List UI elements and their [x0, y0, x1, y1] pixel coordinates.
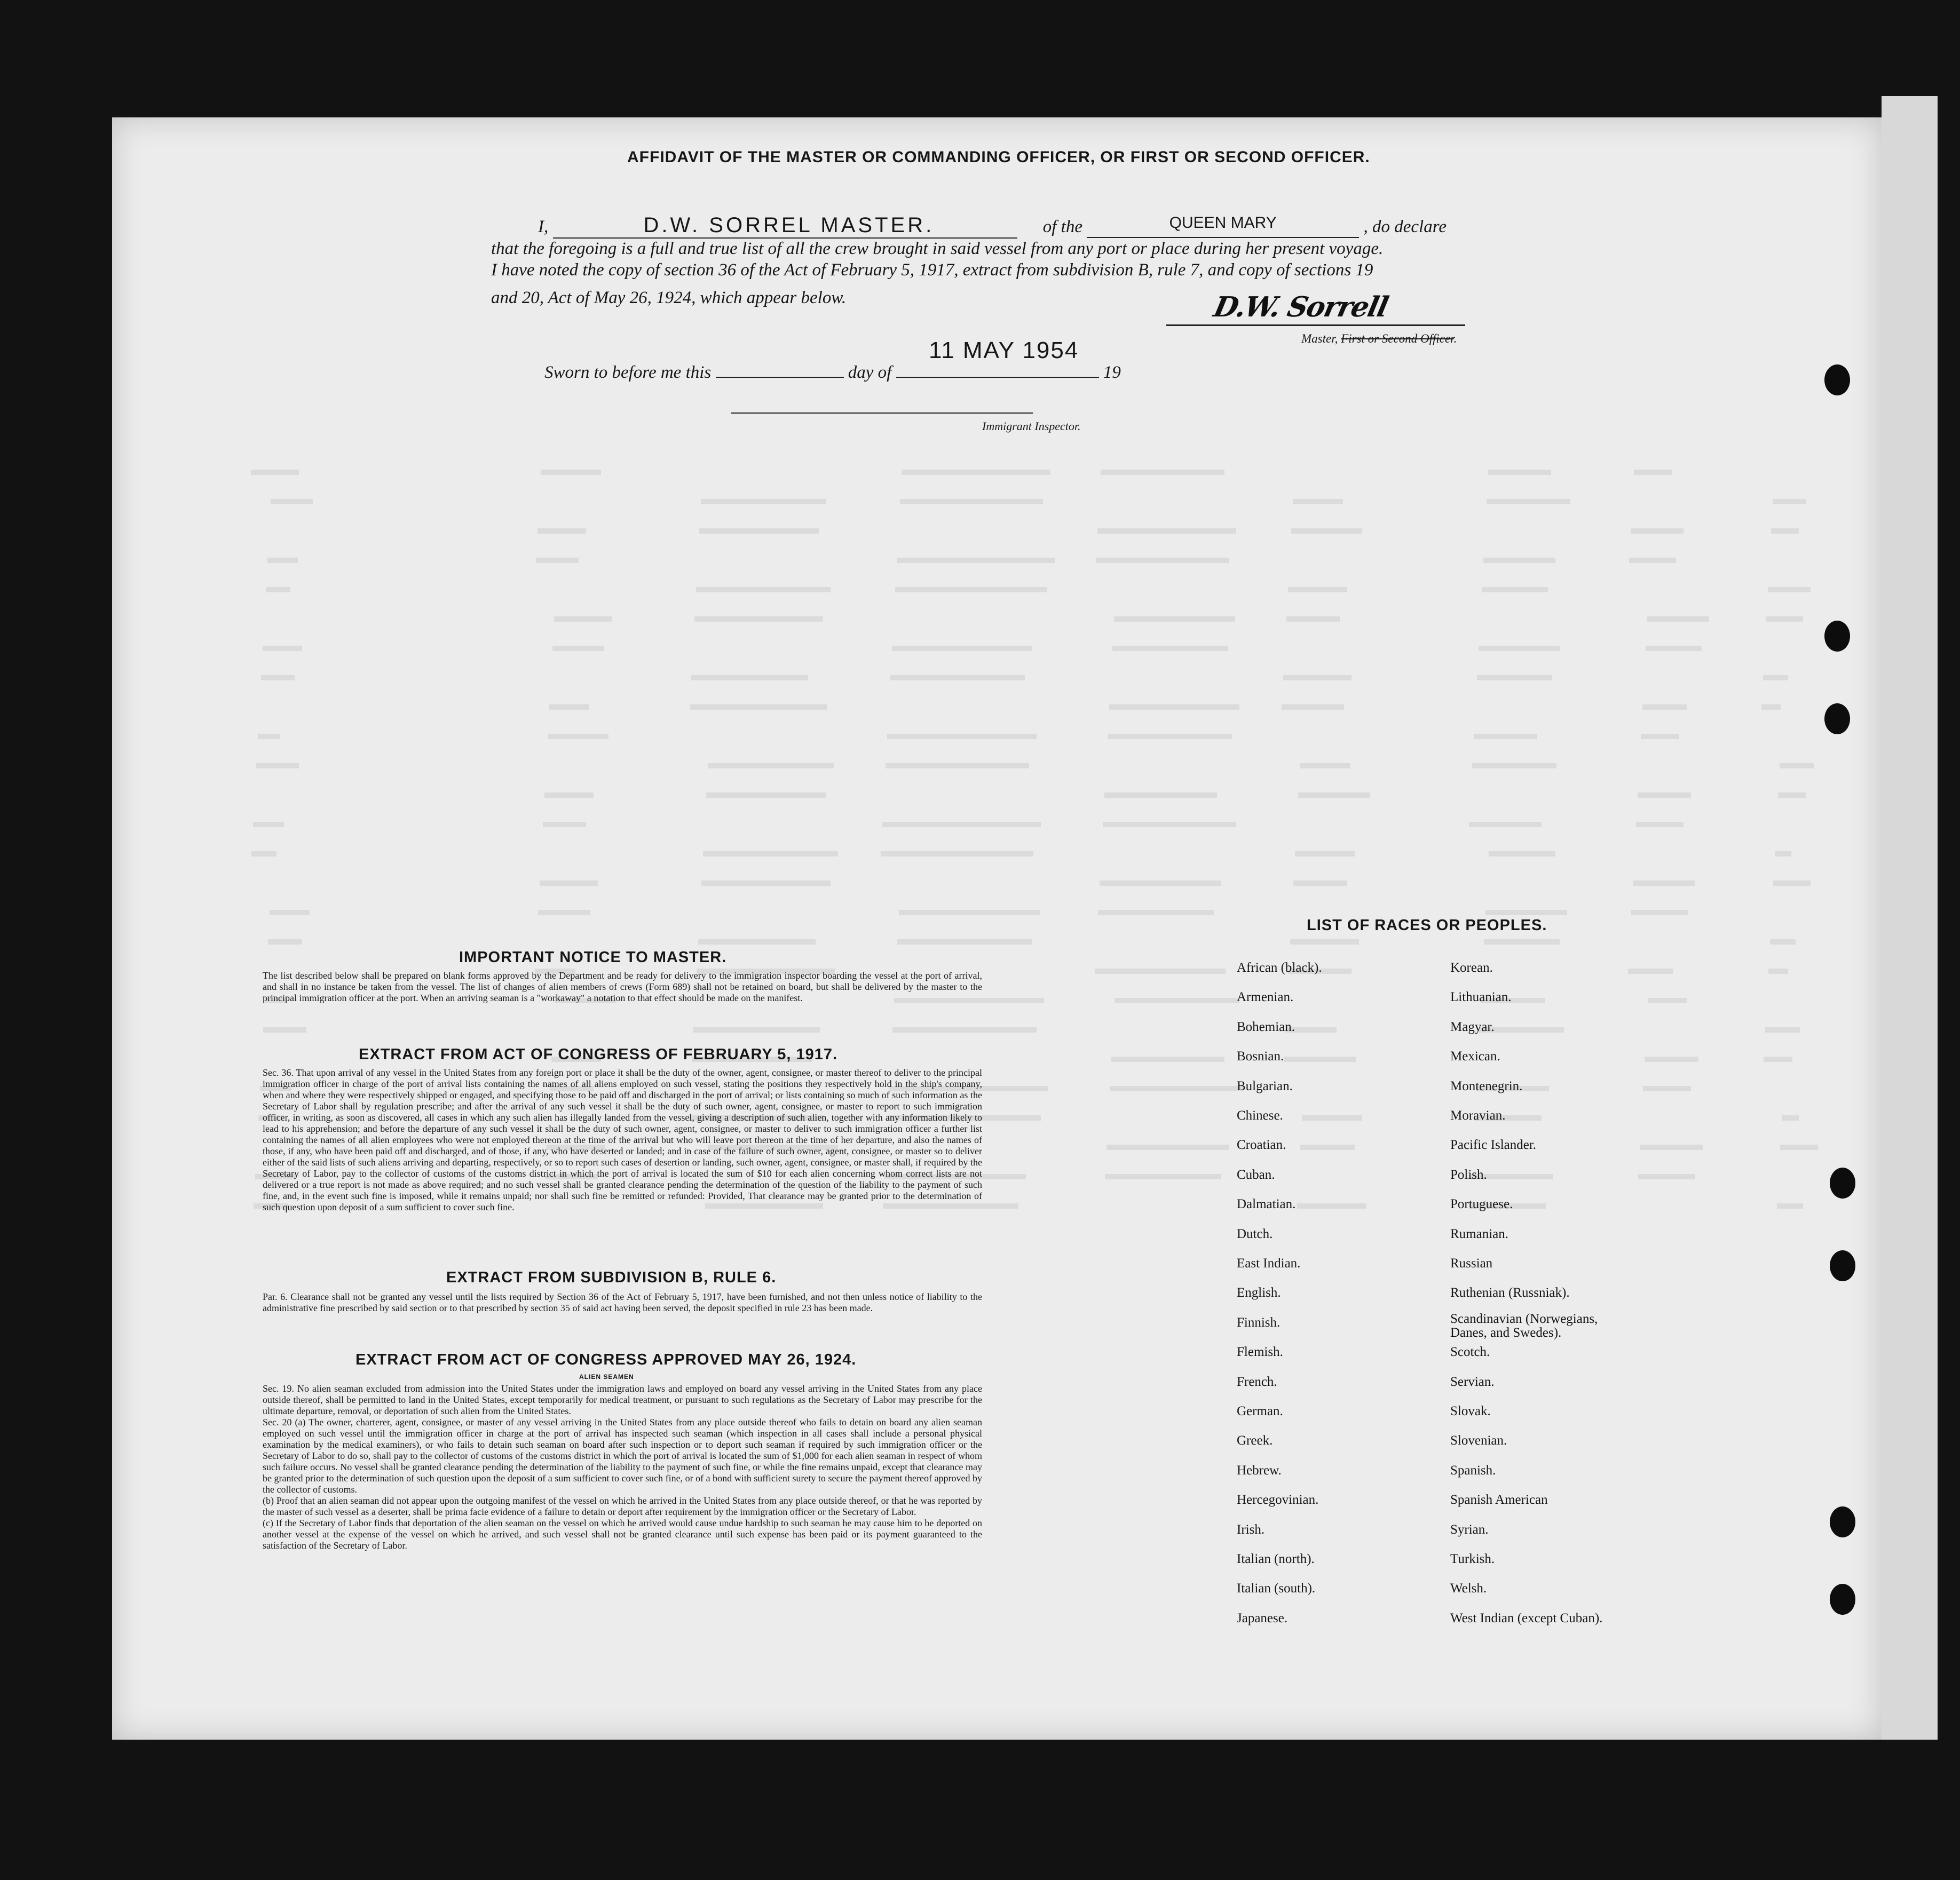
bleed-mark: [698, 939, 816, 945]
bleed-mark: [1631, 910, 1688, 915]
i-label: I,: [538, 217, 549, 236]
officer-name-field: [553, 213, 1017, 239]
bleed-mark: [251, 470, 299, 475]
bleed-mark: [1474, 734, 1537, 739]
bleed-mark: [1110, 1086, 1244, 1091]
bleed-mark: [1489, 851, 1555, 856]
signature-line: [1166, 324, 1465, 326]
punch-hole: [1830, 1168, 1855, 1199]
bleed-mark: [1111, 1057, 1224, 1062]
bleed-mark: [1293, 880, 1347, 886]
bleed-mark: [1485, 910, 1567, 915]
bleed-mark: [703, 851, 838, 856]
bleed-mark: [693, 1027, 820, 1033]
race-item: Flemish.: [1237, 1345, 1283, 1360]
role-period: .: [1453, 332, 1457, 345]
punch-hole: [1830, 1584, 1855, 1615]
race-item: Hebrew.: [1237, 1463, 1282, 1478]
bleed-mark: [1100, 880, 1221, 886]
race-item: Spanish.: [1450, 1463, 1496, 1478]
bleed-mark: [541, 470, 601, 475]
race-item: East Indian.: [1237, 1256, 1301, 1271]
notice-title: IMPORTANT NOTICE TO MASTER.: [459, 949, 727, 966]
race-item: Greek.: [1237, 1433, 1273, 1448]
adjacent-page-edge: [1882, 96, 1938, 1740]
bleed-mark: [1780, 1145, 1818, 1150]
bleed-mark: [706, 792, 826, 798]
bleed-mark: [690, 704, 827, 710]
race-item: Polish.: [1450, 1167, 1487, 1182]
bleed-mark: [267, 558, 298, 563]
bleed-mark: [1105, 1174, 1221, 1179]
bleed-mark: [1764, 1057, 1792, 1062]
bleed-mark: [1295, 851, 1355, 856]
race-item: Armenian.: [1237, 990, 1294, 1005]
race-item: Ruthenian (Russniak).: [1450, 1286, 1570, 1300]
vessel-field: [1087, 214, 1359, 238]
bleed-mark: [900, 499, 1043, 504]
bleed-mark: [1098, 910, 1214, 915]
bleed-mark: [1487, 499, 1570, 504]
bleed-mark: [543, 822, 586, 827]
punch-hole: [1824, 703, 1850, 734]
bleed-mark: [694, 616, 823, 622]
sworn-label: Sworn to before me this: [544, 363, 712, 382]
bleed-mark: [1768, 587, 1811, 592]
races-column-1: [1237, 961, 1413, 1644]
affidavit-line-2: that the foregoing is a full and true list of all the crew brought in said vessel from any port or place during her present voyage.: [491, 239, 1384, 258]
race-item: Pacific Islander.: [1450, 1138, 1537, 1153]
rule6-title: EXTRACT FROM SUBDIVISION B, RULE 6.: [446, 1269, 777, 1286]
rule6-body: Par. 6. Clearance shall not be granted any vessel until the lists required by Section 36 of the Act of February 5, 1917, have been furnished, and not then unless notice of liability to the administrative fine prescribed by said section or to that prescribed by section 35 of said act having been served, the deposit specified in rule 23 has been made.: [263, 1291, 982, 1313]
bleed-mark: [1115, 998, 1239, 1003]
bleed-mark: [1780, 763, 1814, 768]
bleed-mark: [538, 528, 586, 534]
bleed-mark: [1771, 528, 1799, 534]
race-item: Hercegovinian.: [1237, 1493, 1319, 1508]
bleed-mark: [544, 792, 594, 798]
bleed-mark: [1482, 587, 1548, 592]
bleed-mark: [1631, 528, 1684, 534]
sworn-month-field: [896, 377, 1099, 378]
bleed-mark: [1290, 939, 1359, 945]
bleed-mark: [1488, 470, 1551, 475]
do-declare-label: , do declare: [1363, 217, 1447, 236]
bleed-mark: [1778, 792, 1806, 798]
bleed-mark: [895, 587, 1047, 592]
punch-hole: [1830, 1250, 1855, 1281]
bleed-mark: [1095, 969, 1226, 974]
bleed-mark: [1765, 1027, 1800, 1033]
bleed-mark: [263, 1027, 306, 1033]
bleed-mark: [1633, 880, 1695, 886]
bleed-mark: [1108, 734, 1232, 739]
bleed-mark: [699, 528, 819, 534]
race-item: Slovak.: [1450, 1404, 1491, 1418]
race-item: Korean.: [1450, 961, 1493, 975]
bleed-mark: [1642, 704, 1687, 710]
race-item: Irish.: [1237, 1522, 1265, 1537]
race-item: Scotch.: [1450, 1345, 1490, 1360]
bleed-mark: [1298, 792, 1370, 798]
race-item: Japanese.: [1237, 1611, 1288, 1625]
race-item: Bosnian.: [1237, 1049, 1284, 1064]
affidavit-line-1: [538, 213, 1447, 239]
extract-1917-body: Sec. 36. That upon arrival of any vessel in the United States from any foreign port or place it shall be the duty of the owner, agent, consignee, or master thereof to deliver to the principal immigration officer in charge of the port of arrival lists containing the names of all aliens employed on such vessel, stating the positions they respectively hold in the ship's company, when and where they were respectively shipped or engaged, and specifying those to be paid off and discharged in the port of arrival; or lists containing so much of such information as the Secretary of Labor shall by regulation prescribe; and after the arrival of any such vessel it shall be the duty of such owner, agent, consignee, or master to report to such immigration officer, in writing, as soon as discovered, all cases in which any such alien has illegally landed from the vessel, giving a description of such alien, together with any information likely to lead to his apprehension; and before the departure of any such vessel it shall be the duty of such owner, agent, consignee, or master to deliver to such immigration officer a further list containing the names of all alien employees who were not employed thereon at the time of the arrival but who will leave port thereon at the time of her departure, and also the names of those, if any, who have been paid off and discharged, and of those, if any, who have deserted or landed; and in case of the failure of such owner, agent, consignee, or master so to deliver either of the said lists of such aliens arriving and departing, respectively, or so to report such cases of desertion or landing, such owner, agent, consignee, or master shall, if required by the Secretary of Labor, pay to the collector of customs of the customs district in which the port of arrival is located the sum of $10 for each alien concerning whom correct lists are not delivered or a true report is not made as above required; and no such vessel shall be granted clearance pending the determination of the question of the liability to the payment of such fine, and, in the event such fine is imposed, while it remains unpaid; nor shall such fine be remitted or refunded: Provided, That clearance may be granted prior to the determination of such question upon deposit of a sum sufficient to cover such fine.: [263, 1067, 982, 1212]
bleed-mark: [1101, 470, 1224, 475]
bleed-mark: [1472, 763, 1556, 768]
affidavit-title: AFFIDAVIT OF THE MASTER OR COMMANDING OFFICER, OR FIRST OR SECOND OFFICER.: [627, 148, 1370, 166]
inspector-label: Immigrant Inspector.: [982, 419, 1081, 433]
race-item: Italian (north).: [1237, 1552, 1315, 1566]
punch-hole: [1824, 364, 1850, 395]
punch-hole: [1830, 1506, 1855, 1537]
bleed-mark: [1766, 616, 1803, 622]
bleed-mark: [256, 763, 299, 768]
race-item: Portuguese.: [1450, 1197, 1513, 1212]
bleed-mark: [266, 587, 290, 592]
races-column-2: [1450, 961, 1653, 1644]
extract-1917-title: EXTRACT FROM ACT OF CONGRESS OF FEBRUARY 5, 1917.: [359, 1046, 838, 1063]
bleed-mark: [892, 1027, 1037, 1033]
bleed-mark: [1293, 499, 1343, 504]
race-item: French.: [1237, 1374, 1277, 1389]
bleed-mark: [1286, 616, 1340, 622]
bleed-mark: [1634, 470, 1672, 475]
punch-hole: [1824, 621, 1850, 652]
bleed-mark: [1291, 528, 1362, 534]
race-item: Chinese.: [1237, 1108, 1283, 1123]
bleed-mark: [1484, 939, 1560, 945]
master-label: Master,: [1301, 332, 1338, 345]
race-item: Magyar.: [1450, 1019, 1495, 1034]
bleed-mark: [536, 558, 579, 563]
bleed-mark: [1641, 734, 1679, 739]
bleed-mark: [1103, 822, 1236, 827]
bleed-mark: [886, 763, 1029, 768]
bleed-mark: [1638, 792, 1691, 798]
bleed-mark: [263, 646, 302, 651]
bleed-mark: [1483, 558, 1555, 563]
bleed-mark: [251, 851, 276, 856]
affidavit-line-3: I have noted the copy of section 36 of the Act of February 5, 1917, extract from subdivision B, rule 7, and copy of sections 19: [491, 260, 1373, 280]
bleed-mark: [552, 646, 604, 651]
section-20b: (b) Proof that an alien seaman did not appear upon the outgoing manifest of the vessel on which he arrived in the United States from any place outside thereof, or that he was reported by the master of such vessel as a deserter, shall be prima facie evidence of a failure to detain or deport after requirement by the immigration officer or the Secretary of Labor.: [263, 1495, 982, 1517]
race-item: Finnish.: [1237, 1315, 1281, 1330]
vessel-name: QUEEN MARY: [1169, 214, 1277, 232]
section-19: Sec. 19. No alien seaman excluded from admission into the United States under the immigration laws and employed on board any vessel arriving in the United States from any place outside thereof, shall be permitted to land in the United States, except temporarily for medical treatment, or pursuant to such regulations as the Secretary of Labor may prescribe for the ultimate departure, removal, or deportation of such alien from the United States.: [263, 1383, 982, 1416]
bleed-mark: [902, 470, 1050, 475]
sworn-day-field: [716, 377, 844, 378]
race-item: Lithuanian.: [1450, 990, 1512, 1005]
race-item: Montenegrin.: [1450, 1078, 1523, 1093]
race-item: English.: [1237, 1286, 1281, 1300]
section-20c: (c) If the Secretary of Labor finds that deportation of the alien seaman on the vessel on which he arrived would cause undue hardship to such seaman he may cause him to be deported on another vessel at the expense of the vessel on which he arrived, and such vessel shall not be granted clearance until such expense has been paid or its payment guaranteed to the satisfaction of the Secretary of Labor.: [263, 1518, 982, 1551]
bleed-mark: [253, 822, 284, 827]
bleed-mark: [882, 822, 1041, 827]
affidavit-line-4: and 20, Act of May 26, 1924, which appear below.: [491, 288, 847, 307]
date-stamp: 11 MAY 1954: [929, 337, 1079, 363]
bleed-mark: [1283, 675, 1352, 680]
bleed-mark: [540, 880, 598, 886]
bleed-mark: [1479, 646, 1560, 651]
bleed-mark: [1646, 646, 1702, 651]
bleed-mark: [1469, 822, 1542, 827]
bleed-mark: [1761, 704, 1781, 710]
race-item: Turkish.: [1450, 1552, 1495, 1566]
extract-1924-body: [263, 1383, 982, 1551]
bleed-mark: [554, 616, 612, 622]
bleed-mark: [538, 910, 590, 915]
bleed-mark: [701, 499, 826, 504]
bleed-mark: [881, 851, 1033, 856]
bleed-mark: [1773, 499, 1806, 504]
bleed-mark: [1648, 998, 1687, 1003]
bleed-mark: [1109, 704, 1239, 710]
bleed-mark: [899, 910, 1040, 915]
race-item: Cuban.: [1237, 1167, 1275, 1182]
race-item: Scandinavian (Norwegians, Danes, and Swedes).: [1450, 1311, 1598, 1340]
bleed-mark: [261, 675, 295, 680]
race-item: Bulgarian.: [1237, 1078, 1293, 1093]
bleed-mark: [1300, 763, 1350, 768]
bleed-mark: [1636, 822, 1684, 827]
of-the-label: of the: [1042, 217, 1082, 236]
day-of-label: day of: [848, 363, 892, 382]
bleed-mark: [1282, 704, 1344, 710]
bleed-mark: [1288, 587, 1347, 592]
race-item: Syrian.: [1450, 1522, 1489, 1537]
bleed-mark: [1768, 969, 1788, 974]
race-item: Croatian.: [1237, 1138, 1286, 1153]
bleed-mark: [258, 734, 280, 739]
bleed-mark: [696, 587, 831, 592]
race-item: Slovenian.: [1450, 1433, 1507, 1448]
officer-name-handwriting: D.W. SORREL MASTER.: [643, 213, 935, 237]
extract-1924-title: EXTRACT FROM ACT OF CONGRESS APPROVED MAY 26, 1924.: [355, 1351, 857, 1368]
bleed-mark: [890, 675, 1025, 680]
bleed-mark: [708, 763, 834, 768]
bleed-mark: [1104, 792, 1217, 798]
race-item: Dalmatian.: [1237, 1197, 1296, 1212]
race-item: Russian: [1450, 1256, 1493, 1271]
bleed-mark: [701, 880, 831, 886]
bleed-mark: [1629, 558, 1676, 563]
bleed-mark: [892, 646, 1032, 651]
race-item: Italian (south).: [1237, 1581, 1316, 1596]
struck-officer-label: First or Second Officer: [1341, 332, 1454, 345]
bleed-mark: [1097, 528, 1236, 534]
bleed-mark: [1107, 1145, 1229, 1150]
signer-role: [1301, 332, 1457, 346]
section-20a: Sec. 20 (a) The owner, charterer, agent, consignee, or master of any vessel arriving in the United States from any place outside thereof who fails to detain on board any alien seaman employed on such vessel until the immigration officer in charge at the port of arrival has inspected such seaman (which inspection in all cases shall include a personal physical examination by the medical examiners), or who fails to detain such seaman on board after such inspection or to deport such seaman if required by such immigration officer or the Secretary of Labor to do so, shall pay to the collector of customs of the customs district in which the port of arrival is located the sum of $1,000 for each alien seaman in respect of whom such failure occurs. No vessel shall be granted clearance pending the determination of the liability to the payment of such fine, or while the fine remains unpaid, except that clearance may be granted prior to the determination of such question upon the deposit of a sum sufficient to cover such fine, or of a bond with sufficient surety to secure the payment thereof approved by the collector of customs.: [263, 1417, 982, 1495]
race-item: African (black).: [1237, 961, 1322, 975]
bleed-mark: [1773, 880, 1811, 886]
bleed-mark: [1114, 616, 1235, 622]
race-item: Mexican.: [1450, 1049, 1500, 1064]
bleed-mark: [887, 734, 1037, 739]
bleed-mark: [1096, 558, 1229, 563]
race-item: Welsh.: [1450, 1581, 1487, 1596]
bleed-mark: [1477, 675, 1552, 680]
race-item: Spanish American: [1450, 1493, 1548, 1508]
bleed-mark: [1763, 675, 1788, 680]
inspector-signature-line: [731, 413, 1033, 414]
sworn-line: [544, 363, 1121, 383]
race-item: West Indian (except Cuban).: [1450, 1611, 1603, 1625]
race-item: Servian.: [1450, 1374, 1495, 1389]
bleed-mark: [897, 939, 1032, 945]
bleed-mark: [897, 558, 1055, 563]
bleed-mark: [1777, 1203, 1803, 1209]
year-prefix: 19: [1103, 363, 1121, 382]
bleed-mark: [1775, 851, 1791, 856]
bleed-mark: [548, 734, 608, 739]
alien-seamen-subtitle: ALIEN SEAMEN: [579, 1373, 634, 1381]
race-item: German.: [1237, 1404, 1283, 1418]
races-title: LIST OF RACES OR PEOPLES.: [1307, 917, 1547, 934]
notice-body: The list described below shall be prepared on blank forms approved by the Department and be ready for delivery to the immigration inspector boarding the vessel at the port of arrival, and shall in no instance be taken from the vessel. The list of changes of alien members of crews (Form 689) shall not be retained on board, but shall be delivered by the master to the principal immigration officer at the port. When an arriving seaman is a "workaway" a notation to that effect should be made on the manifest.: [263, 970, 982, 1003]
bleed-mark: [1782, 1115, 1799, 1121]
race-item: Rumanian.: [1450, 1226, 1509, 1241]
bleed-mark: [1647, 616, 1709, 622]
bleed-mark: [691, 675, 808, 680]
bleed-mark: [271, 499, 313, 504]
bleed-mark: [268, 939, 302, 945]
master-signature: D.W. Sorrell: [1211, 291, 1390, 323]
bleed-mark: [1770, 939, 1796, 945]
race-item: Dutch.: [1237, 1226, 1273, 1241]
race-item: Moravian.: [1450, 1108, 1506, 1123]
bleed-mark: [1112, 646, 1228, 651]
bleed-mark: [270, 910, 310, 915]
bleed-mark: [549, 704, 589, 710]
race-item: Bohemian.: [1237, 1019, 1295, 1034]
